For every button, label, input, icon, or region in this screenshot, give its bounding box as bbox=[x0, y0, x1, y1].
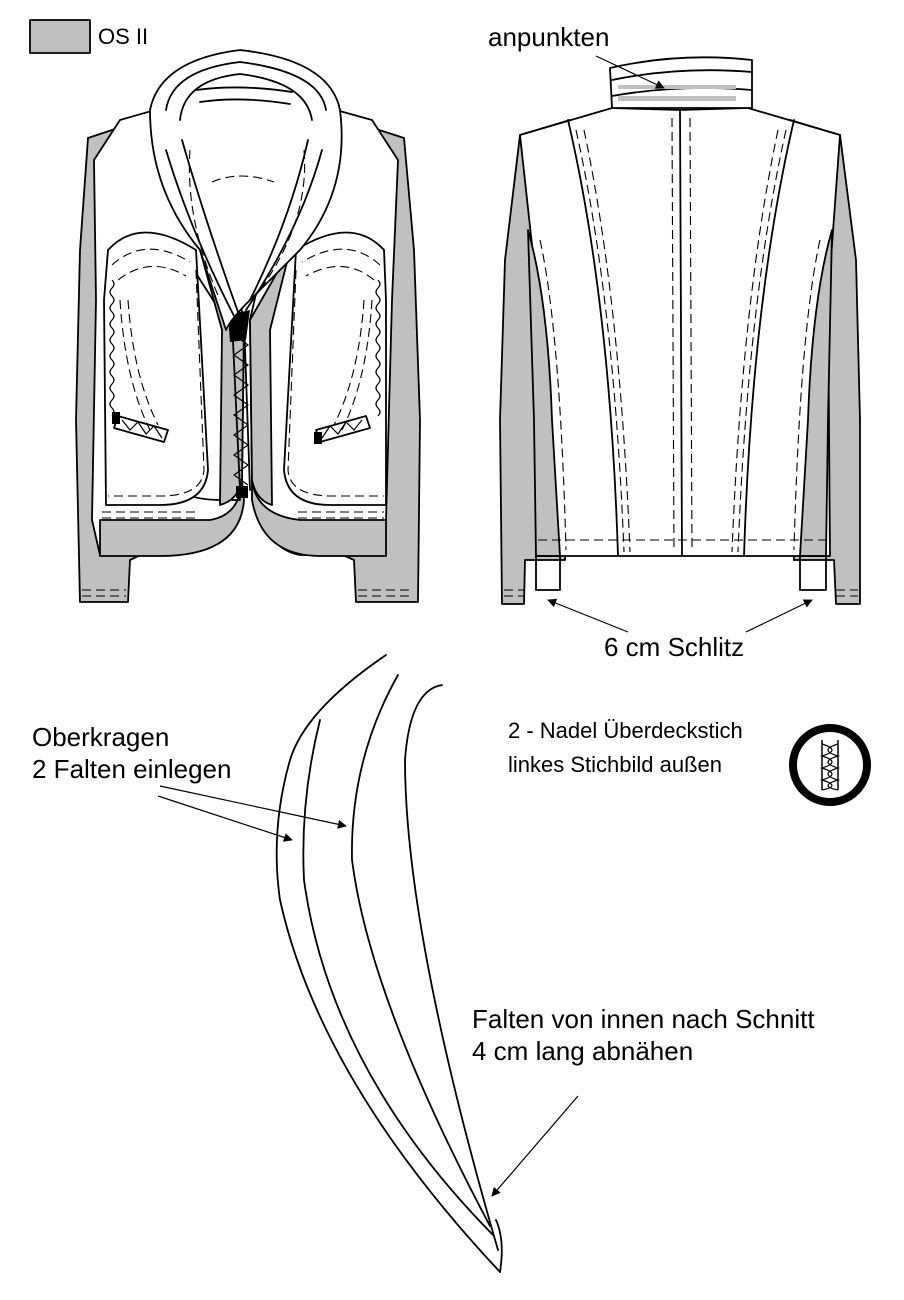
jacket-back-view bbox=[500, 57, 860, 604]
label-falten-1: Falten von innen nach Schnitt bbox=[472, 1004, 815, 1034]
schlitz-arrow-right bbox=[746, 600, 812, 632]
collar-pattern-piece bbox=[277, 655, 502, 1272]
label-oberkragen-1: Oberkragen bbox=[32, 722, 170, 752]
oberkragen-arrow-1 bbox=[158, 796, 292, 840]
front-left-panel bbox=[104, 233, 208, 506]
label-oberkragen-2: 2 Falten einlegen bbox=[32, 754, 232, 784]
label-stitch-2: linkes Stichbild außen bbox=[508, 752, 723, 777]
jacket-front-view bbox=[76, 50, 420, 602]
label-anpunkten: anpunkten bbox=[488, 22, 610, 52]
coverstitch-icon bbox=[793, 728, 867, 802]
label-falten-2: 4 cm lang abnähen bbox=[472, 1036, 694, 1066]
falten-arrow bbox=[492, 1096, 578, 1196]
label-schlitz: 6 cm Schlitz bbox=[604, 632, 745, 662]
legend bbox=[30, 20, 148, 53]
legend-label: OS II bbox=[98, 24, 149, 49]
label-stitch-1: 2 - Nadel Überdeckstich bbox=[508, 718, 743, 743]
legend-swatch bbox=[30, 20, 90, 53]
schlitz-arrow-left bbox=[548, 600, 628, 632]
